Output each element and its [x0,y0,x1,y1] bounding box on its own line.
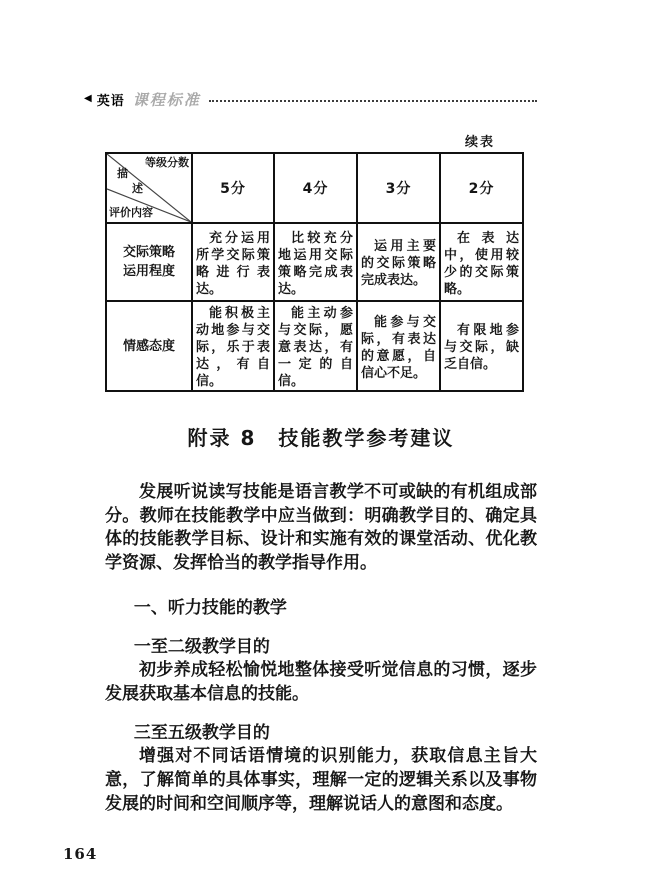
corner-label-description-1: 描 [117,167,128,180]
column-header-5: 5分 [192,153,274,223]
appendix-body [105,481,537,816]
corner-label-grade-score: 等级分数 [145,156,189,169]
table-cell: 在表达中，使用较少的交际策略。 [440,223,523,301]
appendix-title: 附录 8 技能教学参考建议 [187,426,455,450]
column-header-3: 3分 [357,153,440,223]
running-header [84,90,537,108]
page-number: 164 [63,845,98,863]
brand-subtitle: 课程标准 [132,90,201,109]
section-heading-listening: 一、听力技能的教学 [133,597,287,618]
appendix-intro-paragraph: 发展听说读写技能是语言教学不可或缺的有机组成部分。教师在技能教学中应当做到：明确教学目的、确定具体的技能教学目标、设计和实施有效的课堂活动、优化教学资源、发挥恰当的教学指导作用。 [105,482,537,574]
column-header-2: 2分 [440,153,523,223]
table-continued-label: 续表 [464,135,495,150]
corner-label-eval-content: 评价内容 [109,206,153,219]
table-cell: 比较充分地运用交际策略完成表达。 [274,223,357,301]
table-cell: 能积极主动地参与交际，乐于表达，有自信。 [192,301,274,391]
levels-3-5-paragraph: 增强对不同话语情境的识别能力，获取信息主旨大意，了解简单的具体事实，理解一定的逻辑关系以及事物发展的时间和空间顺序等，理解说话人的意图和态度。 [105,746,537,814]
table-corner-cell [106,153,192,223]
corner-label-description-2: 述 [132,182,143,195]
subsection-heading-levels-1-2: 一至二级教学目的 [133,636,270,657]
table-cell: 有限地参与交际，缺乏自信。 [440,301,523,391]
column-header-4: 4分 [274,153,357,223]
brand-title: 英语 [96,93,125,109]
table-header-row [106,153,523,223]
table-row [106,301,523,391]
subsection-heading-levels-3-5: 三至五级教学目的 [133,722,270,743]
dotted-leader-line [209,100,537,102]
left-triangle-icon: ◀ [84,93,92,104]
table-cell: 充分运用所学交际策略进行表达。 [192,223,274,301]
table-cell: 能参与交际，有表达的意愿，自信心不足。 [357,301,440,391]
row-header-strategy: 交际策略运用程度 [106,223,192,301]
table-cell: 能主动参与交际，愿意表达，有一定的自信。 [274,301,357,391]
table-cell: 运用主要的交际策略完成表达。 [357,223,440,301]
scoring-rubric-table [105,152,524,392]
table-row [106,223,523,301]
levels-1-2-paragraph: 初步养成轻松愉悦地整体接受听觉信息的习惯，逐步发展获取基本信息的技能。 [105,660,537,704]
row-header-attitude: 情感态度 [106,301,192,391]
